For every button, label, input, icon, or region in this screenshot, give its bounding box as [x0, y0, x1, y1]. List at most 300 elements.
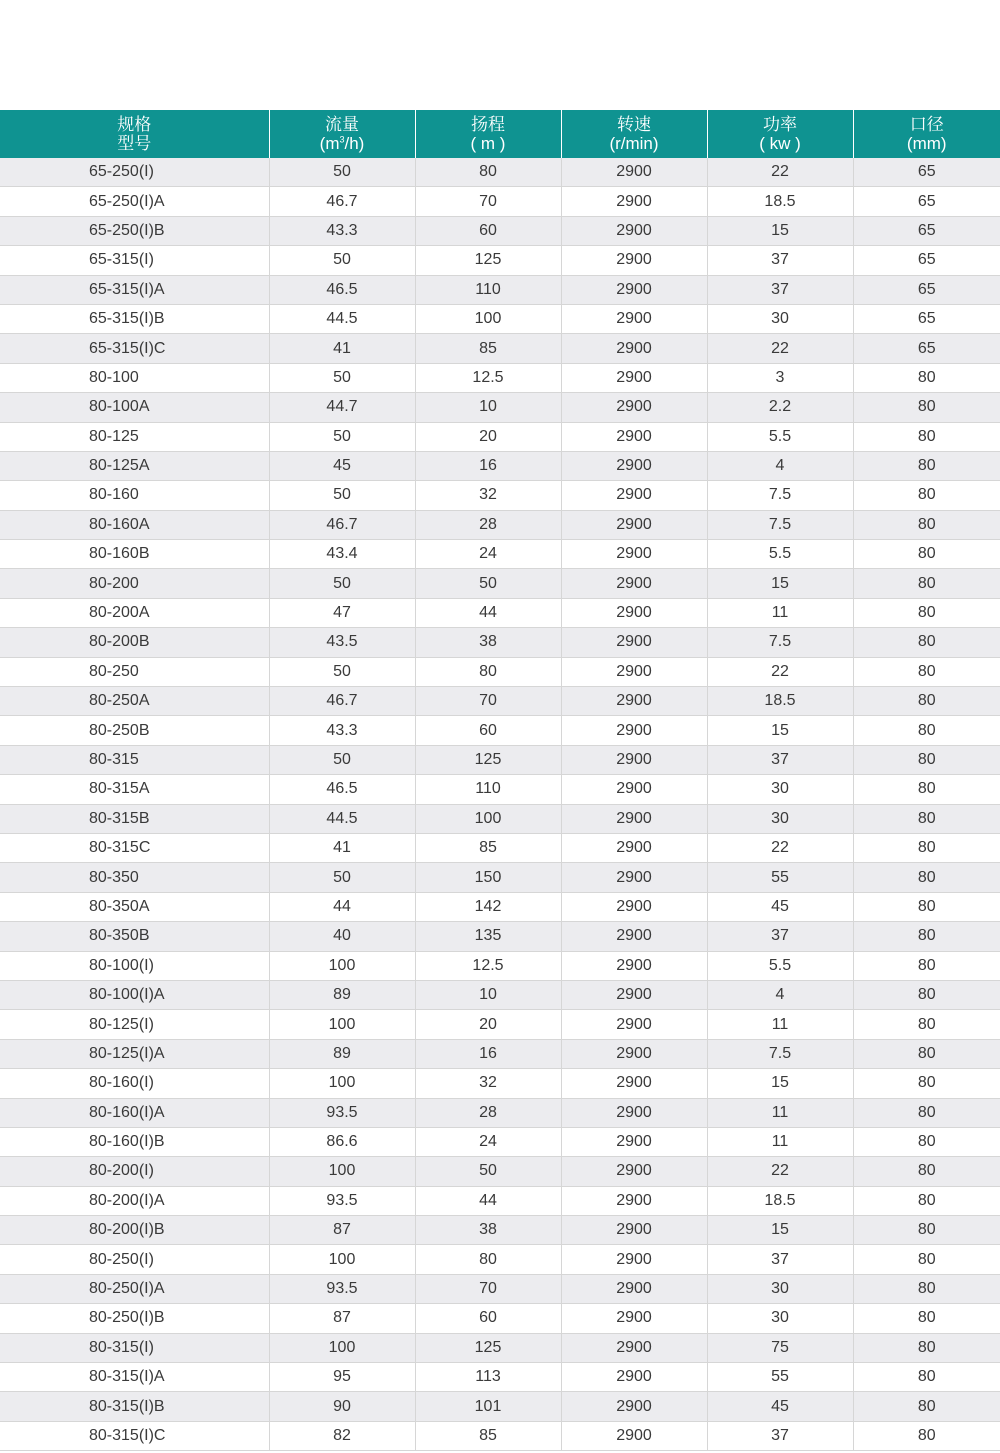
header-power-line2: ( kw )	[759, 134, 801, 153]
cell-diameter: 80	[853, 363, 1000, 392]
cell-flow: 87	[269, 1304, 415, 1333]
cell-power: 11	[707, 598, 853, 627]
header-model	[0, 110, 269, 158]
header-flow-unit-post: /h)	[344, 134, 365, 153]
cell-model: 80-350B	[0, 922, 269, 951]
cell-flow: 89	[269, 980, 415, 1009]
cell-head: 12.5	[415, 363, 561, 392]
table-row	[0, 158, 1000, 187]
table-row	[0, 1421, 1000, 1450]
cell-speed: 2900	[561, 716, 707, 745]
cell-diameter: 80	[853, 687, 1000, 716]
cell-flow: 50	[269, 745, 415, 774]
cell-head: 10	[415, 980, 561, 1009]
cell-model: 80-200(I)B	[0, 1216, 269, 1245]
cell-head: 135	[415, 922, 561, 951]
cell-diameter: 80	[853, 1421, 1000, 1450]
cell-model: 80-315C	[0, 833, 269, 862]
cell-model: 65-315(I)A	[0, 275, 269, 304]
cell-model: 80-315(I)	[0, 1333, 269, 1362]
cell-diameter: 65	[853, 216, 1000, 245]
cell-power: 11	[707, 1098, 853, 1127]
cell-speed: 2900	[561, 1186, 707, 1215]
cell-diameter: 80	[853, 1216, 1000, 1245]
cell-speed: 2900	[561, 304, 707, 333]
header-speed-line2: (r/min)	[609, 134, 659, 153]
cell-head: 85	[415, 833, 561, 862]
cell-head: 38	[415, 628, 561, 657]
cell-speed: 2900	[561, 1333, 707, 1362]
header-head-line2: ( m )	[470, 134, 506, 153]
cell-power: 11	[707, 1127, 853, 1156]
cell-diameter: 80	[853, 980, 1000, 1009]
cell-flow: 46.7	[269, 687, 415, 716]
cell-model: 80-160(I)	[0, 1069, 269, 1098]
table-row	[0, 1363, 1000, 1392]
cell-diameter: 80	[853, 422, 1000, 451]
table-row	[0, 1127, 1000, 1156]
cell-model: 80-160	[0, 481, 269, 510]
cell-power: 4	[707, 451, 853, 480]
cell-speed: 2900	[561, 745, 707, 774]
cell-power: 15	[707, 716, 853, 745]
table-row	[0, 275, 1000, 304]
cell-speed: 2900	[561, 1127, 707, 1156]
cell-head: 85	[415, 1421, 561, 1450]
cell-power: 37	[707, 246, 853, 275]
table-row	[0, 363, 1000, 392]
table-row	[0, 1216, 1000, 1245]
cell-head: 44	[415, 1186, 561, 1215]
cell-power: 3	[707, 363, 853, 392]
cell-flow: 46.5	[269, 775, 415, 804]
cell-flow: 46.7	[269, 187, 415, 216]
cell-power: 11	[707, 1010, 853, 1039]
cell-speed: 2900	[561, 510, 707, 539]
table-header	[0, 110, 1000, 158]
cell-power: 2.2	[707, 393, 853, 422]
table-row	[0, 1010, 1000, 1039]
cell-head: 24	[415, 1127, 561, 1156]
table-row	[0, 1186, 1000, 1215]
cell-speed: 2900	[561, 1216, 707, 1245]
cell-model: 80-315(I)C	[0, 1421, 269, 1450]
cell-flow: 50	[269, 569, 415, 598]
cell-power: 5.5	[707, 540, 853, 569]
cell-power: 18.5	[707, 687, 853, 716]
cell-model: 80-100A	[0, 393, 269, 422]
table-row	[0, 1157, 1000, 1186]
cell-flow: 86.6	[269, 1127, 415, 1156]
cell-flow: 43.3	[269, 216, 415, 245]
cell-speed: 2900	[561, 451, 707, 480]
cell-flow: 50	[269, 363, 415, 392]
cell-head: 28	[415, 1098, 561, 1127]
cell-speed: 2900	[561, 393, 707, 422]
cell-head: 10	[415, 393, 561, 422]
cell-power: 18.5	[707, 187, 853, 216]
cell-flow: 90	[269, 1392, 415, 1421]
cell-speed: 2900	[561, 569, 707, 598]
cell-model: 80-200B	[0, 628, 269, 657]
cell-flow: 46.5	[269, 275, 415, 304]
cell-diameter: 80	[853, 1069, 1000, 1098]
cell-head: 50	[415, 1157, 561, 1186]
cell-speed: 2900	[561, 246, 707, 275]
cell-model: 80-250	[0, 657, 269, 686]
cell-diameter: 80	[853, 1157, 1000, 1186]
cell-power: 22	[707, 158, 853, 187]
cell-power: 22	[707, 334, 853, 363]
table-row	[0, 1039, 1000, 1068]
cell-power: 5.5	[707, 951, 853, 980]
cell-head: 142	[415, 892, 561, 921]
cell-head: 38	[415, 1216, 561, 1245]
table-row	[0, 863, 1000, 892]
cell-speed: 2900	[561, 275, 707, 304]
cell-model: 65-315(I)	[0, 246, 269, 275]
cell-power: 4	[707, 980, 853, 1009]
cell-power: 45	[707, 892, 853, 921]
cell-speed: 2900	[561, 892, 707, 921]
cell-diameter: 80	[853, 1039, 1000, 1068]
table-row	[0, 833, 1000, 862]
table-row	[0, 745, 1000, 774]
cell-flow: 44.7	[269, 393, 415, 422]
cell-speed: 2900	[561, 775, 707, 804]
table-row	[0, 246, 1000, 275]
table-row	[0, 922, 1000, 951]
cell-flow: 87	[269, 1216, 415, 1245]
cell-flow: 100	[269, 951, 415, 980]
cell-model: 65-315(I)C	[0, 334, 269, 363]
cell-diameter: 80	[853, 1363, 1000, 1392]
table-row	[0, 540, 1000, 569]
cell-speed: 2900	[561, 1363, 707, 1392]
cell-diameter: 80	[853, 804, 1000, 833]
header-model-line1: 规格	[117, 115, 152, 134]
header-flow-line1: 流量	[325, 115, 359, 134]
cell-head: 60	[415, 216, 561, 245]
header-flow-unit-sup: 3	[339, 134, 345, 145]
cell-speed: 2900	[561, 481, 707, 510]
header-flow-unit-pre: (m	[319, 134, 340, 153]
header-diameter	[853, 110, 1000, 158]
cell-model: 65-250(I)A	[0, 187, 269, 216]
cell-speed: 2900	[561, 1010, 707, 1039]
cell-model: 80-125A	[0, 451, 269, 480]
cell-diameter: 80	[853, 745, 1000, 774]
cell-diameter: 80	[853, 863, 1000, 892]
table-row	[0, 657, 1000, 686]
table-row	[0, 1304, 1000, 1333]
cell-flow: 89	[269, 1039, 415, 1068]
cell-power: 7.5	[707, 1039, 853, 1068]
cell-power: 15	[707, 569, 853, 598]
cell-model: 80-125(I)	[0, 1010, 269, 1039]
cell-power: 30	[707, 1274, 853, 1303]
cell-diameter: 65	[853, 246, 1000, 275]
cell-model: 80-200(I)	[0, 1157, 269, 1186]
cell-head: 32	[415, 481, 561, 510]
header-row	[0, 110, 1000, 158]
cell-head: 70	[415, 687, 561, 716]
cell-speed: 2900	[561, 158, 707, 187]
cell-head: 100	[415, 804, 561, 833]
cell-model: 80-315(I)A	[0, 1363, 269, 1392]
cell-model: 80-200A	[0, 598, 269, 627]
cell-flow: 50	[269, 481, 415, 510]
cell-speed: 2900	[561, 422, 707, 451]
table-row	[0, 1245, 1000, 1274]
cell-diameter: 80	[853, 951, 1000, 980]
table-row	[0, 422, 1000, 451]
header-head	[415, 110, 561, 158]
cell-head: 80	[415, 1245, 561, 1274]
cell-speed: 2900	[561, 657, 707, 686]
cell-head: 60	[415, 1304, 561, 1333]
cell-diameter: 65	[853, 334, 1000, 363]
cell-flow: 93.5	[269, 1274, 415, 1303]
header-model-line2: 型号	[117, 134, 152, 153]
table-row	[0, 804, 1000, 833]
cell-model: 80-250(I)A	[0, 1274, 269, 1303]
cell-diameter: 80	[853, 1333, 1000, 1362]
cell-model: 80-100(I)A	[0, 980, 269, 1009]
cell-model: 80-250A	[0, 687, 269, 716]
cell-diameter: 80	[853, 1010, 1000, 1039]
cell-speed: 2900	[561, 363, 707, 392]
cell-model: 80-125(I)A	[0, 1039, 269, 1068]
cell-power: 15	[707, 1216, 853, 1245]
header-power-line1: 功率	[763, 115, 797, 134]
cell-model: 80-100	[0, 363, 269, 392]
cell-model: 80-315(I)B	[0, 1392, 269, 1421]
cell-speed: 2900	[561, 1098, 707, 1127]
cell-flow: 100	[269, 1010, 415, 1039]
cell-flow: 95	[269, 1363, 415, 1392]
cell-speed: 2900	[561, 1157, 707, 1186]
cell-model: 65-250(I)B	[0, 216, 269, 245]
cell-model: 80-160A	[0, 510, 269, 539]
pump-spec-table	[0, 110, 1000, 1451]
cell-model: 80-315	[0, 745, 269, 774]
cell-flow: 93.5	[269, 1186, 415, 1215]
cell-model: 80-100(I)	[0, 951, 269, 980]
cell-model: 80-315B	[0, 804, 269, 833]
cell-speed: 2900	[561, 1069, 707, 1098]
cell-head: 70	[415, 187, 561, 216]
table-body	[0, 158, 1000, 1451]
cell-speed: 2900	[561, 540, 707, 569]
cell-flow: 40	[269, 922, 415, 951]
header-diameter-line1: 口径	[909, 115, 944, 134]
cell-model: 80-160(I)A	[0, 1098, 269, 1127]
cell-diameter: 80	[853, 1098, 1000, 1127]
cell-flow: 41	[269, 833, 415, 862]
table-row	[0, 216, 1000, 245]
cell-diameter: 80	[853, 1304, 1000, 1333]
cell-speed: 2900	[561, 951, 707, 980]
cell-head: 85	[415, 334, 561, 363]
cell-diameter: 80	[853, 569, 1000, 598]
cell-flow: 50	[269, 158, 415, 187]
table-row	[0, 393, 1000, 422]
cell-speed: 2900	[561, 1039, 707, 1068]
cell-flow: 47	[269, 598, 415, 627]
cell-flow: 43.5	[269, 628, 415, 657]
cell-speed: 2900	[561, 1392, 707, 1421]
cell-head: 50	[415, 569, 561, 598]
cell-head: 44	[415, 598, 561, 627]
table-row	[0, 775, 1000, 804]
cell-power: 37	[707, 1421, 853, 1450]
cell-diameter: 80	[853, 657, 1000, 686]
cell-model: 80-250(I)	[0, 1245, 269, 1274]
cell-diameter: 80	[853, 775, 1000, 804]
cell-head: 113	[415, 1363, 561, 1392]
cell-diameter: 80	[853, 1274, 1000, 1303]
table-row	[0, 510, 1000, 539]
table-row	[0, 598, 1000, 627]
cell-head: 24	[415, 540, 561, 569]
cell-head: 110	[415, 275, 561, 304]
cell-power: 7.5	[707, 481, 853, 510]
cell-power: 37	[707, 1245, 853, 1274]
cell-model: 65-250(I)	[0, 158, 269, 187]
cell-diameter: 80	[853, 598, 1000, 627]
cell-power: 22	[707, 833, 853, 862]
cell-power: 22	[707, 657, 853, 686]
cell-speed: 2900	[561, 922, 707, 951]
cell-speed: 2900	[561, 1274, 707, 1303]
cell-diameter: 80	[853, 833, 1000, 862]
cell-head: 32	[415, 1069, 561, 1098]
cell-diameter: 80	[853, 1392, 1000, 1421]
table-row	[0, 1069, 1000, 1098]
cell-flow: 43.3	[269, 716, 415, 745]
cell-diameter: 80	[853, 1186, 1000, 1215]
table-row	[0, 1392, 1000, 1421]
table-row	[0, 687, 1000, 716]
cell-power: 7.5	[707, 628, 853, 657]
cell-flow: 50	[269, 657, 415, 686]
cell-speed: 2900	[561, 187, 707, 216]
cell-diameter: 80	[853, 393, 1000, 422]
cell-power: 55	[707, 1363, 853, 1392]
cell-flow: 82	[269, 1421, 415, 1450]
cell-model: 80-200	[0, 569, 269, 598]
cell-head: 70	[415, 1274, 561, 1303]
cell-model: 80-250(I)B	[0, 1304, 269, 1333]
cell-flow: 100	[269, 1245, 415, 1274]
table-row	[0, 951, 1000, 980]
cell-model: 80-315A	[0, 775, 269, 804]
cell-head: 125	[415, 1333, 561, 1362]
table-row	[0, 980, 1000, 1009]
cell-diameter: 65	[853, 158, 1000, 187]
cell-power: 18.5	[707, 1186, 853, 1215]
cell-head: 80	[415, 158, 561, 187]
cell-flow: 50	[269, 422, 415, 451]
cell-head: 60	[415, 716, 561, 745]
cell-model: 65-315(I)B	[0, 304, 269, 333]
cell-model: 80-250B	[0, 716, 269, 745]
cell-speed: 2900	[561, 980, 707, 1009]
table-row	[0, 892, 1000, 921]
cell-power: 30	[707, 1304, 853, 1333]
cell-speed: 2900	[561, 1245, 707, 1274]
cell-head: 80	[415, 657, 561, 686]
cell-speed: 2900	[561, 334, 707, 363]
cell-diameter: 80	[853, 628, 1000, 657]
cell-speed: 2900	[561, 598, 707, 627]
cell-speed: 2900	[561, 628, 707, 657]
table-row	[0, 334, 1000, 363]
cell-diameter: 80	[853, 1127, 1000, 1156]
cell-flow: 93.5	[269, 1098, 415, 1127]
cell-diameter: 80	[853, 1245, 1000, 1274]
cell-speed: 2900	[561, 1304, 707, 1333]
cell-head: 12.5	[415, 951, 561, 980]
cell-diameter: 65	[853, 187, 1000, 216]
table-row	[0, 481, 1000, 510]
cell-diameter: 80	[853, 716, 1000, 745]
table-row	[0, 1098, 1000, 1127]
cell-power: 30	[707, 304, 853, 333]
cell-power: 15	[707, 1069, 853, 1098]
header-power	[707, 110, 853, 158]
cell-head: 110	[415, 775, 561, 804]
cell-head: 101	[415, 1392, 561, 1421]
cell-power: 37	[707, 922, 853, 951]
table-row	[0, 569, 1000, 598]
header-flow	[269, 110, 415, 158]
cell-head: 16	[415, 451, 561, 480]
cell-diameter: 80	[853, 540, 1000, 569]
table-row	[0, 1333, 1000, 1362]
cell-power: 45	[707, 1392, 853, 1421]
cell-speed: 2900	[561, 863, 707, 892]
cell-power: 30	[707, 775, 853, 804]
cell-model: 80-125	[0, 422, 269, 451]
header-diameter-line2: (mm)	[906, 134, 947, 153]
cell-model: 80-160B	[0, 540, 269, 569]
cell-model: 80-350	[0, 863, 269, 892]
cell-power: 22	[707, 1157, 853, 1186]
cell-speed: 2900	[561, 216, 707, 245]
cell-flow: 100	[269, 1157, 415, 1186]
cell-power: 37	[707, 745, 853, 774]
cell-flow: 100	[269, 1333, 415, 1362]
cell-head: 20	[415, 422, 561, 451]
cell-power: 5.5	[707, 422, 853, 451]
cell-model: 80-160(I)B	[0, 1127, 269, 1156]
cell-diameter: 80	[853, 892, 1000, 921]
cell-power: 30	[707, 804, 853, 833]
cell-flow: 44	[269, 892, 415, 921]
cell-flow: 43.4	[269, 540, 415, 569]
cell-diameter: 80	[853, 481, 1000, 510]
cell-flow: 41	[269, 334, 415, 363]
cell-head: 28	[415, 510, 561, 539]
cell-flow: 44.5	[269, 304, 415, 333]
cell-diameter: 65	[853, 275, 1000, 304]
cell-model: 80-200(I)A	[0, 1186, 269, 1215]
cell-diameter: 65	[853, 304, 1000, 333]
cell-flow: 46.7	[269, 510, 415, 539]
table-row	[0, 451, 1000, 480]
